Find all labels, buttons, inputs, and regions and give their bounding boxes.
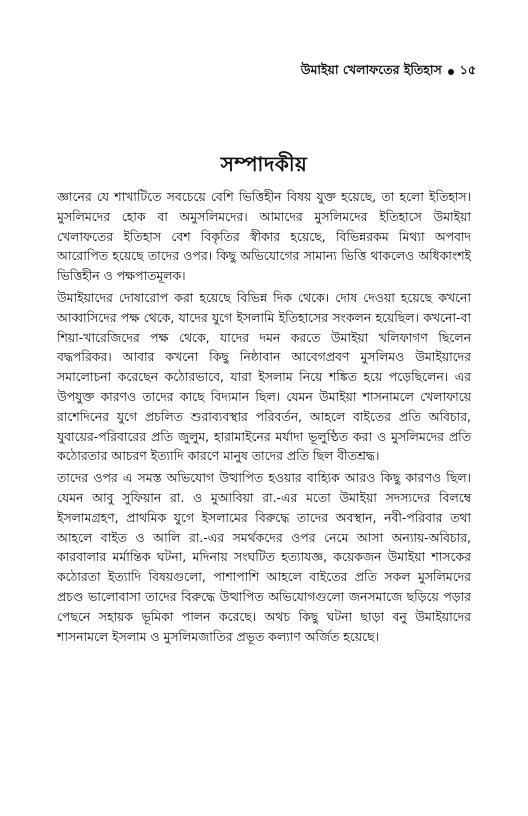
running-title: উমাইয়া খেলাফতের ইতিহাস [300,62,442,77]
page-title: সম্পাদকীয় [220,152,308,176]
page-number: ১৫ [459,62,476,77]
article-body [57,187,471,648]
paragraph-1: জ্ঞানের যে শাখাটিতে সবচেয়ে বেশি ভিত্তিহীন বিষয় যুক্ত হয়েছে, তা হলো ইতিহাস। মুসলিমদের হোক বা অমুসলিমদের। আমাদের মুসলিমদের ইতিহাসে উমাইয়া খেলাফতের ইতিহাস বেশ বিকৃতির স্বীকার হয়েছে, বিভিন্নরকম মিথ্যা অপবাদ আরোপিত হয়েছে তাদের ওপর। কিছু অভিযোগের সামান্য ভিত্তি থাকলেও অধিকাংশই ভিত্তিহীন ও পক্ষপাতমূলক। [57,189,471,284]
paragraph-2: উমাইয়াদের দোষারোপ করা হয়েছে বিভিন্ন দিক থেকে। দোষ দেওয়া হয়েছে কখনো আব্বাসিদের পক্ষ থেকে, যাদের যুগে ইসলামি ইতিহাসের সংকলন হয়েছিল। কখনো-বা শিয়া-খারেজিদের পক্ষ থেকে, যাদের দমন করতে উমাইয়া খলিফাগণ ছিলেন বদ্ধপরিকর। আবার কখনো কিছু নিষ্ঠাবান আবেগপ্রবণ মুসলিমও উমাইয়াদের সমালোচনা করেছেন কঠোরভাবে, যারা ইসলাম নিয়ে শঙ্কিত হয়ে পড়েছিলেন। এর উপযুক্ত কারণও তাদের কাছে বিদ্যমান ছিল। যেমন উমাইয়া শাসনামলে খেলাফায়ে রাশেদিনের যুগে প্রচলিত শুরাব্যবস্থার পরিবর্তন, আহলে বাইতের প্রতি অবিচার, যুবায়ের-পরিবারের প্রতি জুলুম, হারামাইনের মর্যাদা ভূলুণ্ঠিত করা ও মুসলিমদের প্রতি কঠোরতার আচরণ ইত্যাদি কারণে মানুষ তাদের প্রতি ছিল বীতশ্রদ্ধ। [57,289,471,464]
running-header [301,62,476,82]
bullet-icon [448,69,454,75]
paragraph-3: তাদের ওপর এ সমস্ত অভিযোগ উত্থাপিত হওয়ার বাহ্যিক আরও কিছু কারণও ছিল। যেমন আবু সুফিয়ান রা. ও মুআবিয়া রা.-এর মতো উমাইয়া সদস্যদের বিলম্বে ইসলামগ্রহণ, প্রাথমিক যুগে ইসলামের বিরুদ্ধে তাদের অবস্থান, নবী-পরিবার তথা আহলে বাইত ও আলি রা.-এর সমর্থকদের ওপর নেমে আসা অন্যায়-অবিচার, কারবালার মর্মান্তিক ঘটনা, মদিনায় সংঘটিত হত্যাযজ্ঞ, কয়েকজন উমাইয়া শাসকের কঠোরতা ইত্যাদি বিষয়গুলো, পাশাপাশি আহলে বাইতের প্রতি সকল মুসলিমদের প্রচণ্ড ভালোবাসা তাদের বিরুদ্ধে উত্থাপিত অভিযোগগুলো জনসমাজে ছড়িয়ে পড়ার পেছনে সহায়ক ভূমিকা পালন করেছে। অথচ কিছু ঘটনা ছাড়া বনু উমাইয়াদের শাসনামলে ইসলাম ও মুসলিমজাতির প্রভূত কল্যাণ অর্জিত হয়েছে। [57,470,471,644]
